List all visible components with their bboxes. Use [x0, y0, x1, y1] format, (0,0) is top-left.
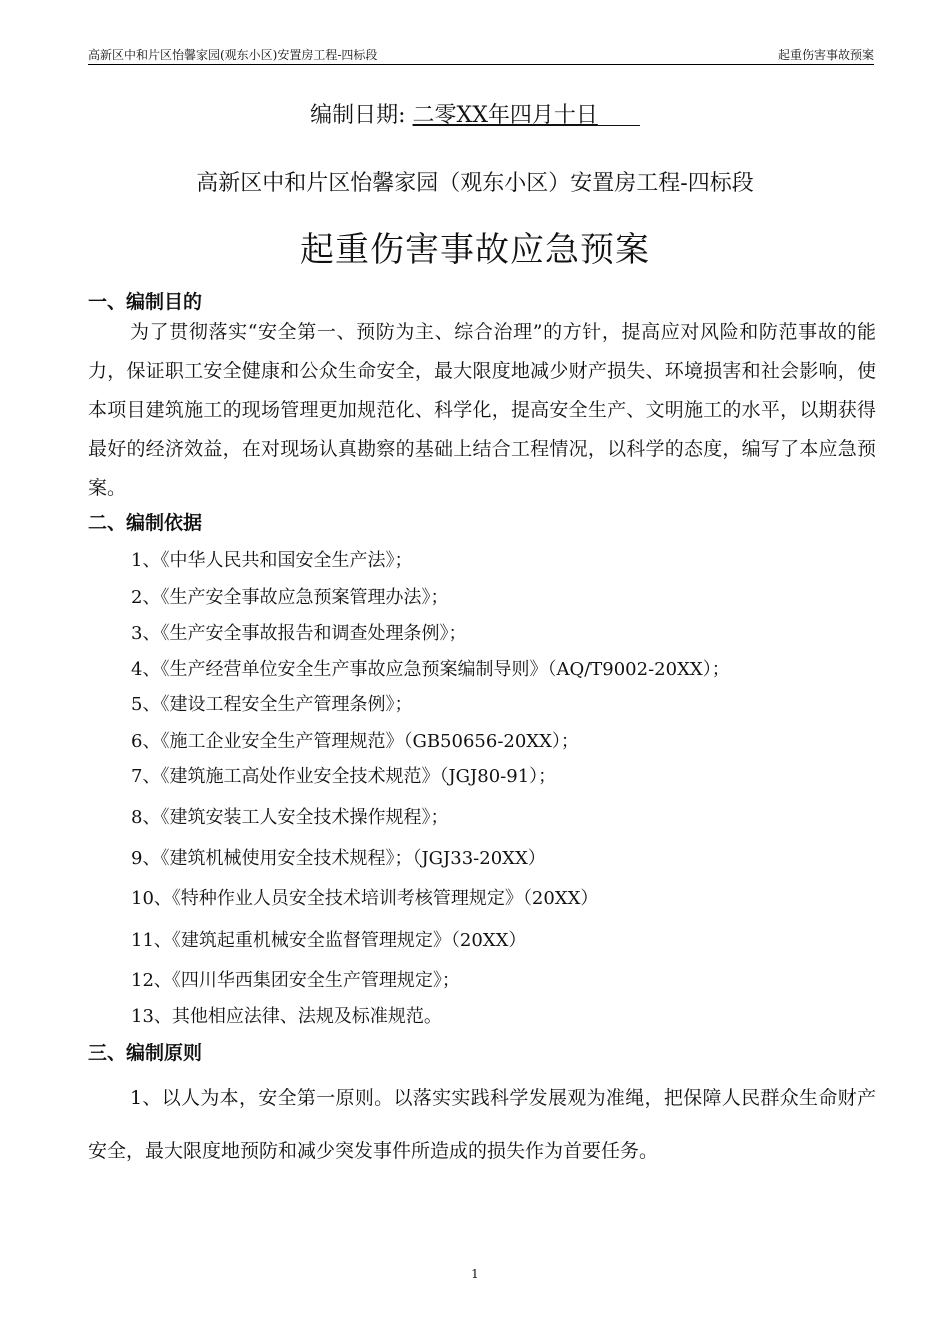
- basis-item: 3、《生产安全事故报告和调查处理条例》；: [131, 623, 467, 644]
- page-header: [88, 44, 874, 65]
- header-project-name: 高新区中和片区怡馨家园(观东小区)安置房工程-四标段: [88, 48, 378, 62]
- section-principles-text: 1、以人为本，安全第一原则。以落实实践科学发展观为准绳，把保障人民群众生命财产安全，最大限度地预防和减少突发事件所造成的损失作为首要任务。: [88, 1087, 876, 1162]
- section-heading-purpose: 一、编制目的: [88, 291, 203, 313]
- section-heading-basis: 二、编制依据: [88, 512, 203, 534]
- basis-item: 8、《建筑安装工人安全技术操作规程》；: [131, 807, 449, 828]
- section-heading-principles: 三、编制原则: [88, 1042, 203, 1064]
- basis-item: 11、《建筑起重机械安全监督管理规定》（20XX）: [131, 930, 527, 951]
- header-document-title: 起重伤害事故预案: [777, 48, 874, 62]
- date-underline-pad: [598, 107, 640, 126]
- basis-item: 5、《建设工程安全生产管理条例》；: [131, 694, 413, 715]
- basis-item: 7、《建筑施工高处作业安全技术规范》（JGJ80-91）；: [131, 766, 557, 787]
- basis-item: 4、《生产经营单位安全生产事故应急预案编制导则》（AQ/T9002-20XX）；: [131, 659, 730, 680]
- section-purpose-text: 为了贯彻落实“安全第一、预防为主、综合治理”的方针，提高应对风险和防范事故的能力，保证职工安全健康和公众生命安全，最大限度地减少财产损失、环境损害和社会影响，使本项目建筑施工的现场管理更加规范化、科学化，提高安全生产、文明施工的水平，以期获得最好的经济效益，在对现场认真勘察的基础上结合工程情况，以科学的态度，编写了本应急预案。: [88, 321, 876, 499]
- compile-date: [0, 98, 950, 129]
- project-name: 高新区中和片区怡馨家园（观东小区）安置房工程-四标段: [196, 171, 754, 196]
- basis-item: 10、《特种作业人员安全技术培训考核管理规定》（20XX）: [131, 888, 599, 909]
- basis-item: 1、《中华人民共和国安全生产法》；: [131, 550, 413, 571]
- basis-item: 9、《建筑机械使用安全技术规程》；（JGJ33-20XX）: [131, 848, 546, 869]
- basis-item: 6、《施工企业安全生产管理规范》（GB50656-20XX）；: [131, 731, 579, 752]
- compile-date-value: 二零XX年四月十日: [412, 103, 598, 128]
- basis-item: 12、《四川华西集团安全生产管理规定》；: [131, 970, 460, 991]
- basis-item: 2、《生产安全事故应急预案管理办法》；: [131, 587, 449, 608]
- document-title: 起重伤害事故应急预案: [300, 230, 650, 270]
- compile-date-label: 编制日期:: [310, 103, 406, 128]
- basis-item: 13、其他相应法律、法规及标准规范。: [131, 1006, 442, 1027]
- page-number: 1: [471, 1267, 479, 1281]
